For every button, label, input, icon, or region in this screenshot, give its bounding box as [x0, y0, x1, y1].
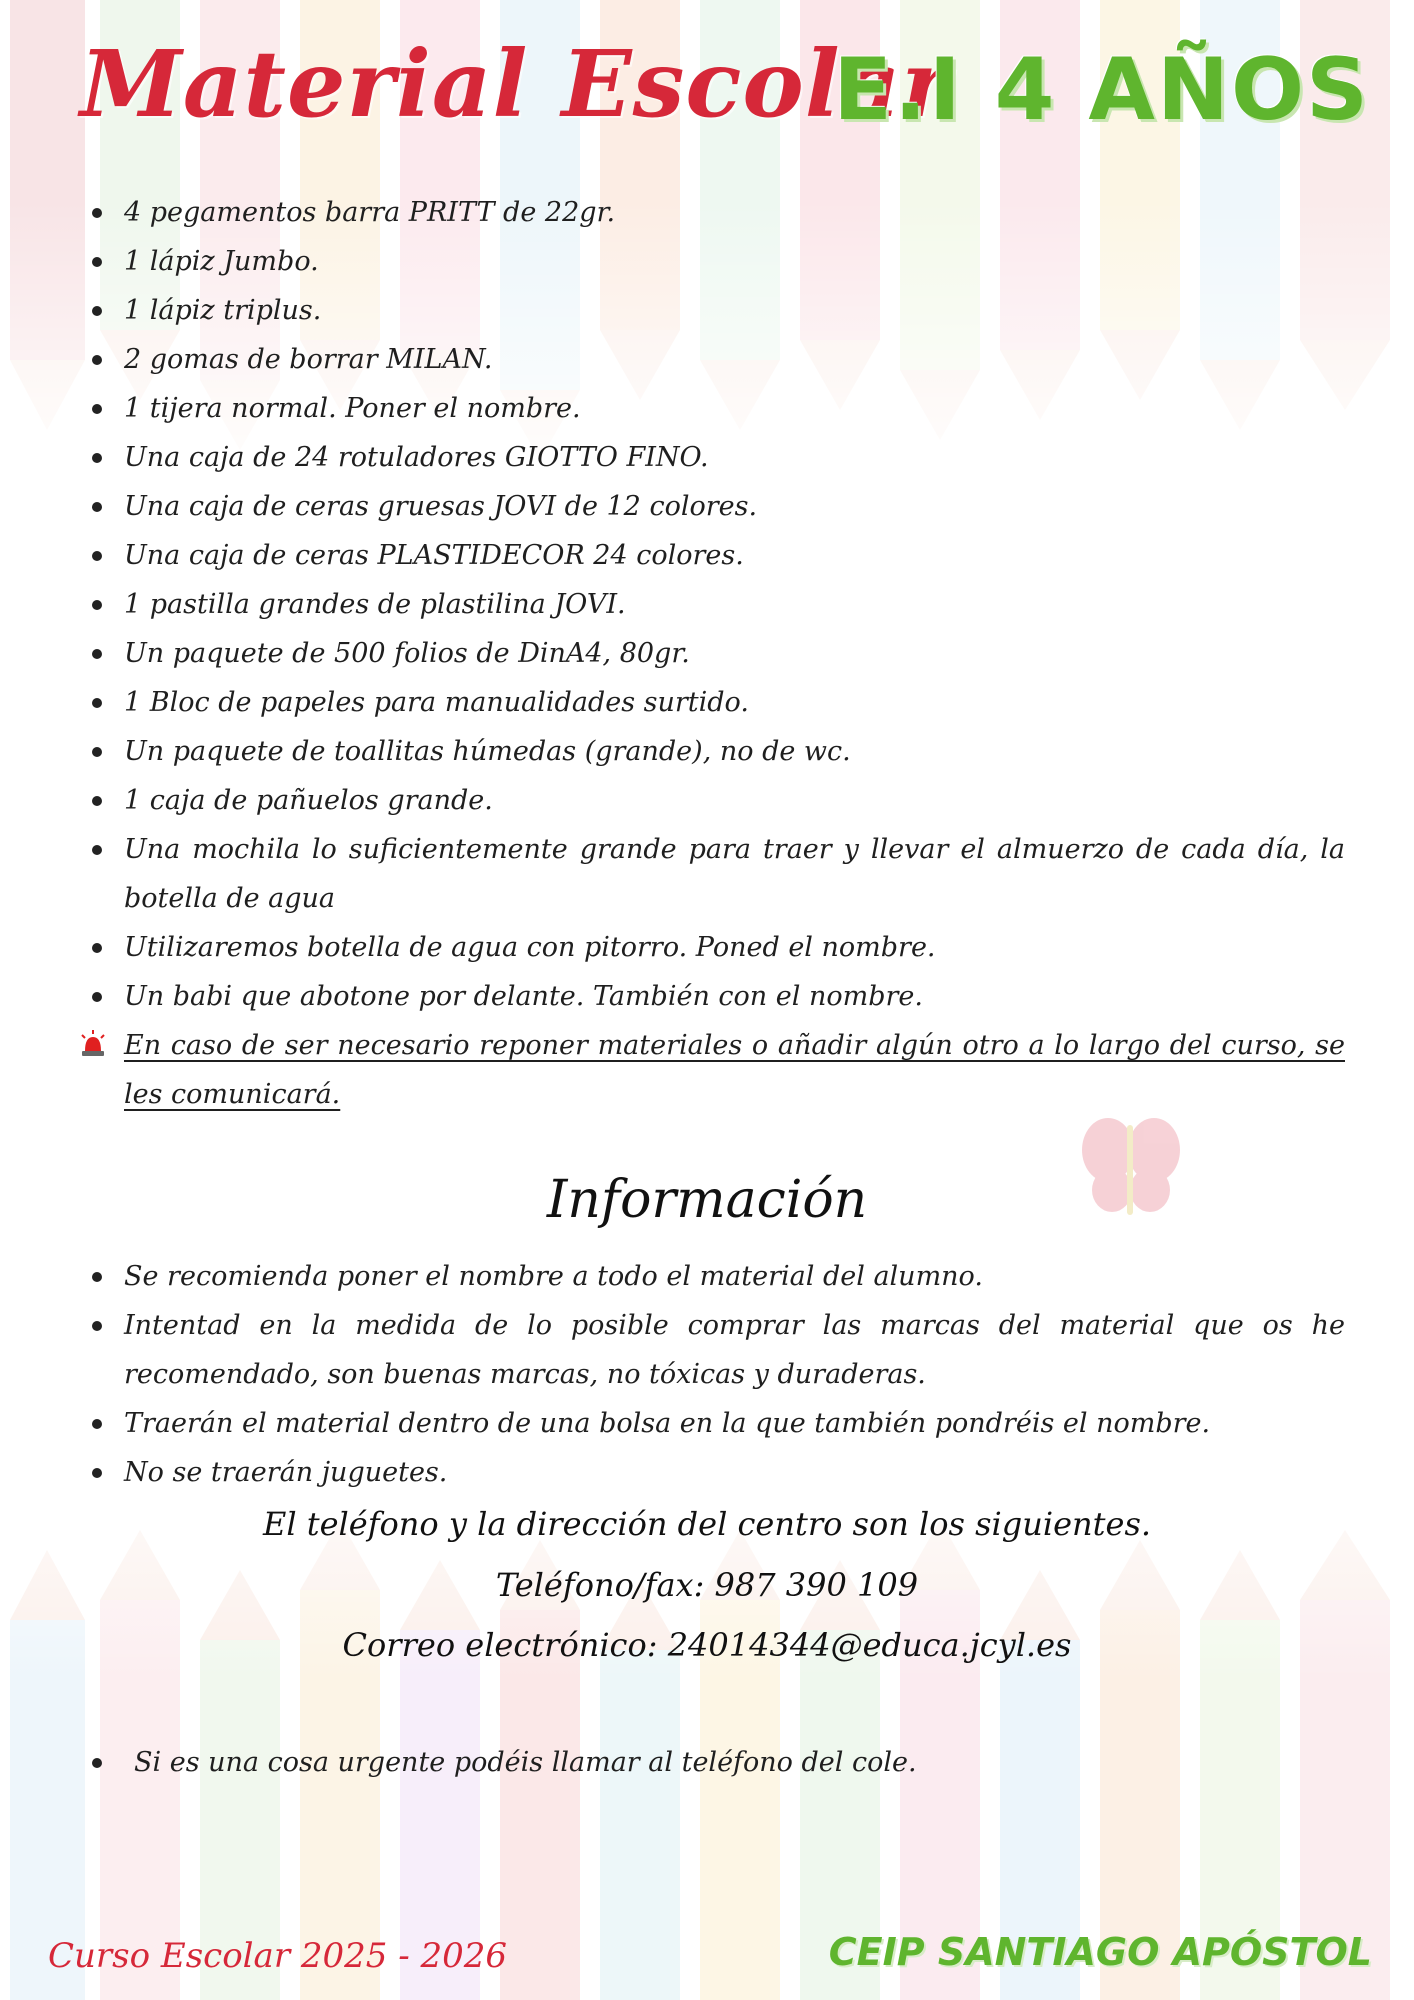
list-item: Una caja de ceras gruesas JOVI de 12 colores.: [90, 482, 1345, 531]
list-item: 4 pegamentos barra PRITT de 22gr.: [90, 188, 1345, 237]
list-item: 1 tijera normal. Poner el nombre.: [90, 384, 1345, 433]
list-item: Utilizaremos botella de agua con pitorro. Poned el nombre.: [90, 923, 1345, 972]
list-item: 1 lápiz triplus.: [90, 286, 1345, 335]
notice-item: [90, 1021, 1345, 1119]
notice-text: En caso de ser necesario reponer materiales o añadir algún otro a lo largo del curso, se les comunicará.: [124, 1030, 1345, 1110]
list-item: Una mochila lo suficientemente grande para traer y llevar el almuerzo de cada día, la botella de agua: [90, 825, 1345, 923]
list-item: 1 Bloc de papeles para manualidades surtido.: [90, 678, 1345, 727]
list-item: No se traerán juguetes.: [90, 1448, 1345, 1497]
urgent-list: [90, 1738, 1345, 1787]
list-item: Un paquete de toallitas húmedas (grande), no de wc.: [90, 727, 1345, 776]
list-item: Si es una cosa urgente podéis llamar al teléfono del cole.: [90, 1738, 1345, 1787]
list-item: Un babi que abotone por delante. También con el nombre.: [90, 972, 1345, 1021]
list-item: Un paquete de 500 folios de DinA4, 80gr.: [90, 629, 1345, 678]
info-list: [90, 1252, 1345, 1497]
grade-label: E.I 4 AÑOS: [833, 40, 1370, 140]
list-item: 1 caja de pañuelos grande.: [90, 776, 1345, 825]
school-name: CEIP SANTIAGO APÓSTOL: [828, 1930, 1372, 1974]
list-item: Una caja de 24 rotuladores GIOTTO FINO.: [90, 433, 1345, 482]
list-item: 1 pastilla grandes de plastilina JOVI.: [90, 580, 1345, 629]
school-year: Curso Escolar 2025 - 2026: [48, 1936, 508, 1976]
contact-intro: El teléfono y la dirección del centro son los siguientes.: [262, 1505, 1152, 1543]
list-item: Se recomienda poner el nombre a todo el material del alumno.: [90, 1252, 1345, 1301]
siren-icon: [78, 1029, 108, 1059]
materials-list: [90, 188, 1345, 1119]
list-item: Traerán el material dentro de una bolsa en la que también pondréis el nombre.: [90, 1399, 1345, 1448]
phone-line: Teléfono/fax: 987 390 109: [495, 1566, 919, 1604]
info-heading: Información: [546, 1170, 868, 1230]
list-item: 2 gomas de borrar MILAN.: [90, 335, 1345, 384]
page-title: Material Escolar: [80, 30, 951, 138]
list-item: Intentad en la medida de lo posible comprar las marcas del material que os he recomendado, son buenas marcas, no tóxicas y duraderas.: [90, 1301, 1345, 1399]
list-item: Una caja de ceras PLASTIDECOR 24 colores.: [90, 531, 1345, 580]
email-line: Correo electrónico: 24014344@educa.jcyl.es: [342, 1626, 1072, 1664]
list-item: 1 lápiz Jumbo.: [90, 237, 1345, 286]
